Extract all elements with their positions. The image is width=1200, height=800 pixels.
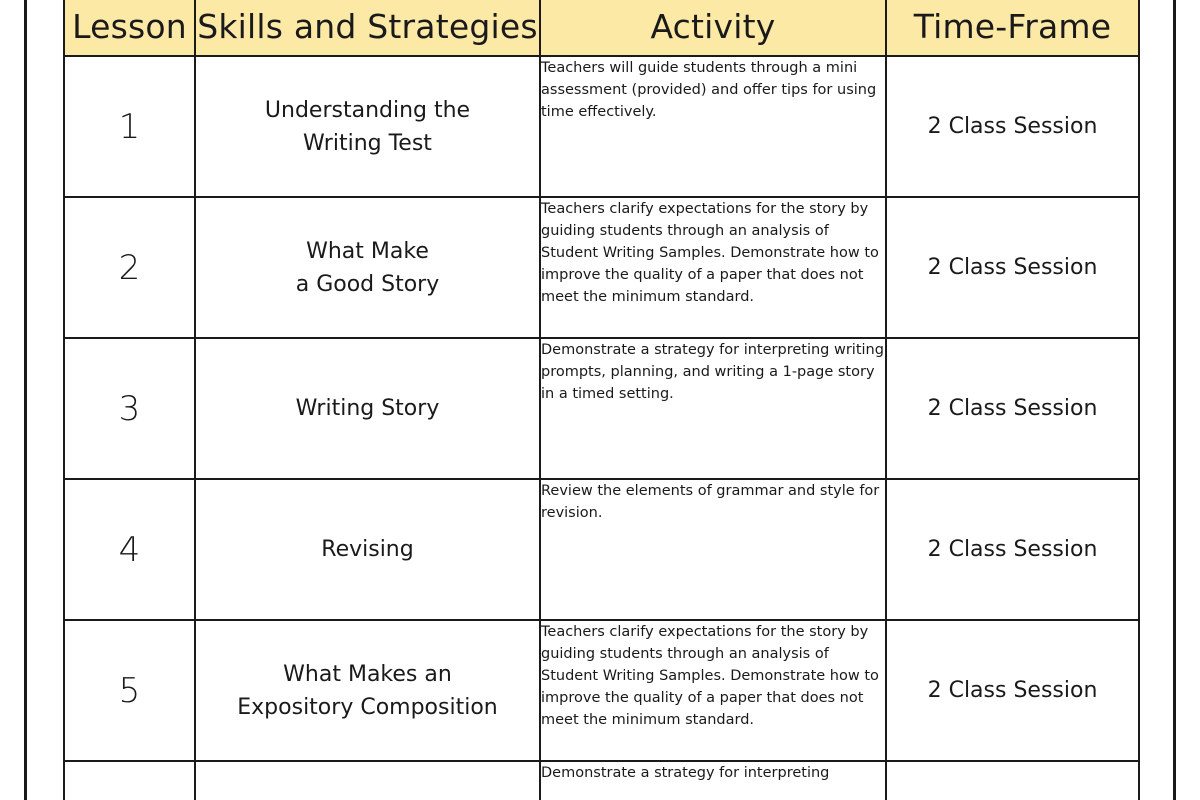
header-activity: Activity <box>540 0 886 56</box>
table-row <box>64 338 1139 479</box>
activity-cell: Demonstrate a strategy for interpreting <box>540 761 886 800</box>
lesson-number-cell <box>64 761 195 800</box>
time-frame-cell: 2 Class Session <box>886 620 1139 761</box>
skill-cell <box>195 197 540 338</box>
lesson-number-cell: 3 <box>64 338 195 479</box>
table-row <box>64 479 1139 620</box>
skill-cell <box>195 479 540 620</box>
activity-cell: Teachers will guide students through a mini assessment (provided) and offer tips for using time effectively. <box>540 56 886 197</box>
activity-cell: Review the elements of grammar and style for revision. <box>540 479 886 620</box>
skill-cell <box>195 338 540 479</box>
lesson-number-cell: 5 <box>64 620 195 761</box>
table-row <box>64 56 1139 197</box>
lesson-number-cell: 2 <box>64 197 195 338</box>
header-row <box>64 0 1139 56</box>
time-frame-cell <box>886 761 1139 800</box>
lesson-number-cell: 4 <box>64 479 195 620</box>
skill-cell <box>195 761 540 800</box>
page-border-right <box>1173 0 1176 800</box>
table-body <box>64 56 1139 800</box>
time-frame-cell: 2 Class Session <box>886 479 1139 620</box>
table-header <box>64 0 1139 56</box>
activity-cell: Teachers clarify expectations for the story by guiding students through an analysis of Student Writing Samples. Demonstrate how to improve the quality of a paper that does not meet the minimum standard. <box>540 197 886 338</box>
activity-cell: Demonstrate a strategy for interpreting writing prompts, planning, and writing a 1-page story in a timed setting. <box>540 338 886 479</box>
skill-cell <box>195 620 540 761</box>
page-border-left <box>24 0 27 800</box>
table-row <box>64 620 1139 761</box>
time-frame-cell: 2 Class Session <box>886 56 1139 197</box>
skill-text: What Makes an Expository Composition <box>237 661 498 720</box>
activity-cell: Teachers clarify expectations for the story by guiding students through an analysis of Student Writing Samples. Demonstrate how to improve the quality of a paper that does not meet the minimum standard. <box>540 620 886 761</box>
time-frame-cell: 2 Class Session <box>886 197 1139 338</box>
skill-text: Revising <box>321 537 414 562</box>
lesson-plan-table <box>63 0 1140 800</box>
skill-cell <box>195 56 540 197</box>
time-frame-cell: 2 Class Session <box>886 338 1139 479</box>
header-skills-and-strategies: Skills and Strategies <box>195 0 540 56</box>
header-lesson: Lesson <box>64 0 195 56</box>
table-row <box>64 761 1139 800</box>
lesson-number-cell: 1 <box>64 56 195 197</box>
skill-text: What Make a Good Story <box>295 238 440 297</box>
skill-text: Writing Story <box>295 396 440 421</box>
skill-text: Understanding the Writing Test <box>264 97 471 156</box>
header-time-frame: Time-Frame <box>886 0 1139 56</box>
table-row <box>64 197 1139 338</box>
